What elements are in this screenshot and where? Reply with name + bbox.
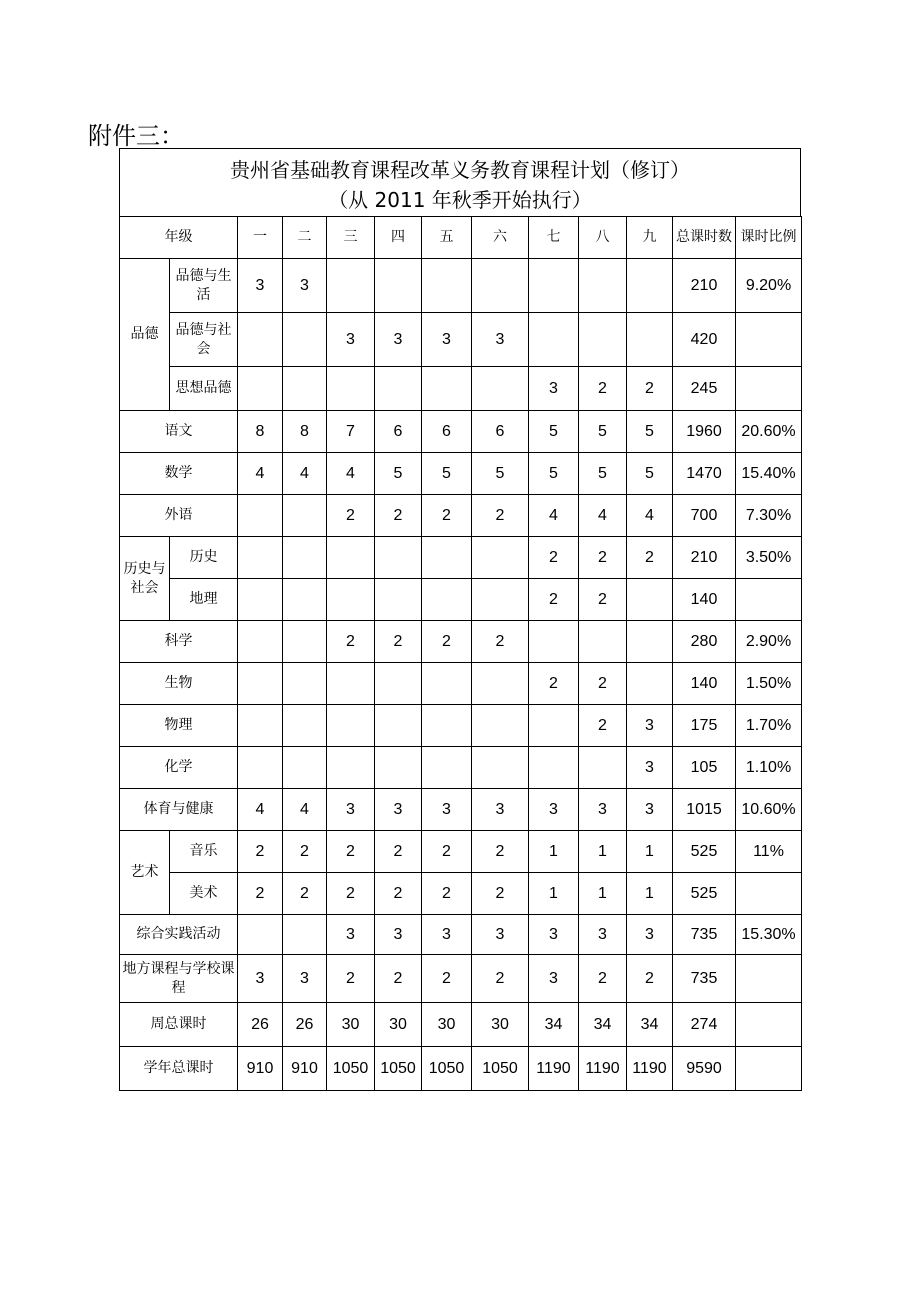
hours-cell: 2: [327, 831, 375, 873]
hours-cell: 1050: [422, 1047, 472, 1091]
hours-cell: 30: [327, 1003, 375, 1047]
subject-label: 思想品德: [170, 367, 238, 411]
hours-cell: [627, 621, 673, 663]
hours-cell: [238, 495, 283, 537]
hours-cell: [283, 621, 327, 663]
hours-cell: 1050: [472, 1047, 529, 1091]
subject-label: 地方课程与学校课程: [120, 955, 238, 1003]
total-hours-cell: 735: [673, 915, 736, 955]
hours-cell: 4: [627, 495, 673, 537]
total-hours-cell: 280: [673, 621, 736, 663]
hours-cell: 3: [529, 367, 579, 411]
hours-cell: [327, 537, 375, 579]
table-row: [120, 579, 802, 621]
hours-cell: 2: [238, 831, 283, 873]
hours-cell: [472, 705, 529, 747]
table-row: [120, 537, 802, 579]
header-grade: 年级: [120, 217, 238, 259]
hours-cell: 2: [579, 663, 627, 705]
hours-cell: 2: [327, 873, 375, 915]
total-hours-cell: 175: [673, 705, 736, 747]
header-grade-4: 四: [375, 217, 422, 259]
hours-cell: 2: [283, 873, 327, 915]
hours-cell: [579, 259, 627, 313]
total-hours-cell: 1015: [673, 789, 736, 831]
table-row: [120, 1003, 802, 1047]
hours-cell: 2: [529, 537, 579, 579]
table-row: [120, 915, 802, 955]
hours-cell: [627, 313, 673, 367]
hours-cell: [472, 537, 529, 579]
hours-cell: [375, 537, 422, 579]
hours-cell: 1190: [529, 1047, 579, 1091]
header-grade-8: 八: [579, 217, 627, 259]
hours-cell: 5: [375, 453, 422, 495]
hours-cell: [327, 705, 375, 747]
hours-cell: 3: [283, 259, 327, 313]
subject-label: 外语: [120, 495, 238, 537]
hours-cell: [529, 705, 579, 747]
table-row: [120, 367, 802, 411]
hours-cell: 1050: [327, 1047, 375, 1091]
ratio-cell: 3.50%: [736, 537, 802, 579]
header-ratio: 课时比例: [736, 217, 802, 259]
hours-cell: 1050: [375, 1047, 422, 1091]
table-row: [120, 747, 802, 789]
hours-cell: 4: [283, 789, 327, 831]
hours-cell: [472, 663, 529, 705]
hours-cell: [327, 579, 375, 621]
total-hours-cell: 1470: [673, 453, 736, 495]
hours-cell: 3: [472, 789, 529, 831]
hours-cell: [472, 579, 529, 621]
hours-cell: 1: [579, 873, 627, 915]
hours-cell: 5: [627, 411, 673, 453]
total-hours-cell: 525: [673, 831, 736, 873]
group-label-history_society: 历史与社会: [120, 537, 170, 621]
hours-cell: [238, 621, 283, 663]
hours-cell: [627, 259, 673, 313]
ratio-cell: [736, 367, 802, 411]
hours-cell: 2: [375, 495, 422, 537]
hours-cell: 2: [579, 579, 627, 621]
hours-cell: [422, 663, 472, 705]
hours-cell: 1: [529, 873, 579, 915]
title-line-1: 贵州省基础教育课程改革义务教育课程计划（修订）: [230, 158, 690, 182]
subject-label: 综合实践活动: [120, 915, 238, 955]
hours-cell: 5: [422, 453, 472, 495]
total-hours-cell: 1960: [673, 411, 736, 453]
table-title: [119, 148, 801, 216]
hours-cell: 3: [375, 789, 422, 831]
hours-cell: 2: [422, 831, 472, 873]
hours-cell: 5: [627, 453, 673, 495]
hours-cell: 2: [627, 367, 673, 411]
hours-cell: [283, 747, 327, 789]
ratio-cell: 1.50%: [736, 663, 802, 705]
hours-cell: 2: [529, 579, 579, 621]
total-hours-cell: 700: [673, 495, 736, 537]
hours-cell: 3: [529, 915, 579, 955]
hours-cell: [375, 367, 422, 411]
hours-cell: 5: [472, 453, 529, 495]
subject-label: 周总课时: [120, 1003, 238, 1047]
hours-cell: [238, 579, 283, 621]
hours-cell: [422, 705, 472, 747]
hours-cell: 3: [327, 915, 375, 955]
hours-cell: 30: [472, 1003, 529, 1047]
subject-label: 学年总课时: [120, 1047, 238, 1091]
hours-cell: [375, 705, 422, 747]
subject-label: 历史: [170, 537, 238, 579]
table-row: [120, 831, 802, 873]
hours-cell: [375, 747, 422, 789]
table-row: [120, 1047, 802, 1091]
hours-cell: 2: [238, 873, 283, 915]
hours-cell: 3: [238, 955, 283, 1003]
hours-cell: 7: [327, 411, 375, 453]
table-row: [120, 663, 802, 705]
appendix-label: 附件三：: [88, 122, 184, 150]
hours-cell: [283, 705, 327, 747]
ratio-cell: 15.30%: [736, 915, 802, 955]
group-label-arts: 艺术: [120, 831, 170, 915]
total-hours-cell: 140: [673, 579, 736, 621]
hours-cell: 4: [327, 453, 375, 495]
table-row: [120, 259, 802, 313]
hours-cell: 3: [375, 313, 422, 367]
curriculum-plan-sheet: [119, 148, 801, 1091]
hours-cell: 26: [283, 1003, 327, 1047]
hours-cell: 6: [422, 411, 472, 453]
header-total-hours: 总课时数: [673, 217, 736, 259]
hours-cell: 3: [238, 259, 283, 313]
hours-cell: 3: [422, 313, 472, 367]
hours-cell: [327, 747, 375, 789]
hours-cell: [422, 747, 472, 789]
hours-cell: [579, 747, 627, 789]
header-grade-7: 七: [529, 217, 579, 259]
hours-cell: 5: [529, 453, 579, 495]
subject-label: 科学: [120, 621, 238, 663]
hours-cell: 3: [627, 915, 673, 955]
hours-cell: 34: [579, 1003, 627, 1047]
hours-cell: [283, 579, 327, 621]
hours-cell: 4: [238, 789, 283, 831]
hours-cell: 3: [529, 955, 579, 1003]
hours-cell: 30: [375, 1003, 422, 1047]
hours-cell: 2: [327, 621, 375, 663]
hours-cell: 2: [579, 705, 627, 747]
hours-cell: [238, 705, 283, 747]
ratio-cell: 11%: [736, 831, 802, 873]
hours-cell: [529, 259, 579, 313]
subject-label: 语文: [120, 411, 238, 453]
hours-cell: [422, 579, 472, 621]
hours-cell: [529, 747, 579, 789]
hours-cell: [627, 579, 673, 621]
hours-cell: [283, 915, 327, 955]
hours-cell: [283, 537, 327, 579]
header-grade-6: 六: [472, 217, 529, 259]
total-hours-cell: 735: [673, 955, 736, 1003]
header-row: [120, 217, 802, 259]
hours-cell: 3: [327, 313, 375, 367]
hours-cell: [422, 537, 472, 579]
table-row: [120, 411, 802, 453]
hours-cell: 2: [627, 537, 673, 579]
hours-cell: [472, 367, 529, 411]
title-line-2: （从 2011 年秋季开始执行）: [328, 188, 592, 212]
hours-cell: [238, 663, 283, 705]
ratio-cell: [736, 1047, 802, 1091]
total-hours-cell: 9590: [673, 1047, 736, 1091]
hours-cell: 3: [283, 955, 327, 1003]
hours-cell: [283, 663, 327, 705]
hours-cell: 2: [472, 831, 529, 873]
hours-cell: [422, 259, 472, 313]
hours-cell: 3: [627, 789, 673, 831]
hours-cell: 2: [579, 367, 627, 411]
ratio-cell: 1.70%: [736, 705, 802, 747]
total-hours-cell: 274: [673, 1003, 736, 1047]
hours-cell: [579, 621, 627, 663]
subject-label: 美术: [170, 873, 238, 915]
hours-cell: 910: [283, 1047, 327, 1091]
header-grade-2: 二: [283, 217, 327, 259]
hours-cell: [327, 367, 375, 411]
hours-cell: 1190: [579, 1047, 627, 1091]
ratio-cell: [736, 579, 802, 621]
ratio-cell: [736, 873, 802, 915]
hours-cell: 2: [375, 831, 422, 873]
total-hours-cell: 210: [673, 537, 736, 579]
hours-cell: [238, 915, 283, 955]
hours-cell: 2: [579, 955, 627, 1003]
hours-cell: 2: [422, 873, 472, 915]
hours-cell: [529, 621, 579, 663]
hours-cell: 2: [422, 955, 472, 1003]
hours-cell: 4: [579, 495, 627, 537]
hours-cell: [375, 579, 422, 621]
ratio-cell: [736, 313, 802, 367]
hours-cell: 30: [422, 1003, 472, 1047]
hours-cell: 2: [579, 537, 627, 579]
hours-cell: 2: [283, 831, 327, 873]
hours-cell: [627, 663, 673, 705]
header-grade-3: 三: [327, 217, 375, 259]
table-row: [120, 873, 802, 915]
hours-cell: 2: [375, 955, 422, 1003]
hours-cell: 3: [472, 313, 529, 367]
total-hours-cell: 140: [673, 663, 736, 705]
hours-cell: 2: [472, 495, 529, 537]
hours-cell: [472, 747, 529, 789]
hours-cell: [529, 313, 579, 367]
subject-label: 品德与生活: [170, 259, 238, 313]
hours-cell: [283, 495, 327, 537]
subject-label: 化学: [120, 747, 238, 789]
hours-cell: 2: [472, 955, 529, 1003]
total-hours-cell: 105: [673, 747, 736, 789]
hours-cell: 6: [472, 411, 529, 453]
subject-label: 品德与社会: [170, 313, 238, 367]
ratio-cell: 20.60%: [736, 411, 802, 453]
total-hours-cell: 525: [673, 873, 736, 915]
hours-cell: 6: [375, 411, 422, 453]
total-hours-cell: 210: [673, 259, 736, 313]
hours-cell: 5: [529, 411, 579, 453]
hours-cell: 2: [529, 663, 579, 705]
hours-cell: 2: [327, 955, 375, 1003]
ratio-cell: [736, 955, 802, 1003]
ratio-cell: 15.40%: [736, 453, 802, 495]
total-hours-cell: 245: [673, 367, 736, 411]
hours-cell: 3: [422, 915, 472, 955]
hours-cell: 26: [238, 1003, 283, 1047]
table-row: [120, 453, 802, 495]
hours-cell: 3: [529, 789, 579, 831]
hours-cell: [238, 747, 283, 789]
hours-cell: 3: [627, 747, 673, 789]
hours-cell: [579, 313, 627, 367]
hours-cell: 2: [422, 495, 472, 537]
hours-cell: [327, 663, 375, 705]
table-row: [120, 955, 802, 1003]
hours-cell: 8: [283, 411, 327, 453]
hours-cell: 2: [327, 495, 375, 537]
hours-cell: [472, 259, 529, 313]
subject-label: 音乐: [170, 831, 238, 873]
subject-label: 生物: [120, 663, 238, 705]
hours-cell: 1: [627, 873, 673, 915]
hours-cell: 3: [579, 915, 627, 955]
curriculum-table: [119, 216, 802, 1091]
hours-cell: 1190: [627, 1047, 673, 1091]
hours-cell: 2: [627, 955, 673, 1003]
hours-cell: 8: [238, 411, 283, 453]
subject-label: 体育与健康: [120, 789, 238, 831]
subject-label: 数学: [120, 453, 238, 495]
subject-label: 地理: [170, 579, 238, 621]
hours-cell: [283, 313, 327, 367]
hours-cell: 2: [472, 621, 529, 663]
header-grade-9: 九: [627, 217, 673, 259]
ratio-cell: 1.10%: [736, 747, 802, 789]
header-grade-5: 五: [422, 217, 472, 259]
hours-cell: 34: [529, 1003, 579, 1047]
hours-cell: [422, 367, 472, 411]
table-row: [120, 313, 802, 367]
hours-cell: 3: [375, 915, 422, 955]
table-row: [120, 705, 802, 747]
hours-cell: 3: [627, 705, 673, 747]
hours-cell: 1: [529, 831, 579, 873]
total-hours-cell: 420: [673, 313, 736, 367]
hours-cell: 4: [238, 453, 283, 495]
hours-cell: 910: [238, 1047, 283, 1091]
hours-cell: 5: [579, 411, 627, 453]
ratio-cell: 10.60%: [736, 789, 802, 831]
hours-cell: [375, 663, 422, 705]
hours-cell: 2: [422, 621, 472, 663]
hours-cell: 5: [579, 453, 627, 495]
table-row: [120, 789, 802, 831]
hours-cell: 4: [529, 495, 579, 537]
hours-cell: [238, 537, 283, 579]
hours-cell: 3: [472, 915, 529, 955]
table-row: [120, 495, 802, 537]
hours-cell: [375, 259, 422, 313]
hours-cell: 3: [327, 789, 375, 831]
hours-cell: [283, 367, 327, 411]
hours-cell: [327, 259, 375, 313]
ratio-cell: 9.20%: [736, 259, 802, 313]
hours-cell: 2: [375, 621, 422, 663]
hours-cell: [238, 367, 283, 411]
ratio-cell: 2.90%: [736, 621, 802, 663]
ratio-cell: 7.30%: [736, 495, 802, 537]
hours-cell: 4: [283, 453, 327, 495]
table-row: [120, 621, 802, 663]
header-grade-1: 一: [238, 217, 283, 259]
hours-cell: 2: [375, 873, 422, 915]
subject-label: 物理: [120, 705, 238, 747]
hours-cell: 1: [627, 831, 673, 873]
hours-cell: 34: [627, 1003, 673, 1047]
hours-cell: 3: [422, 789, 472, 831]
hours-cell: 3: [579, 789, 627, 831]
hours-cell: 1: [579, 831, 627, 873]
ratio-cell: [736, 1003, 802, 1047]
hours-cell: 2: [472, 873, 529, 915]
hours-cell: [238, 313, 283, 367]
group-label-pinde: 品德: [120, 259, 170, 411]
